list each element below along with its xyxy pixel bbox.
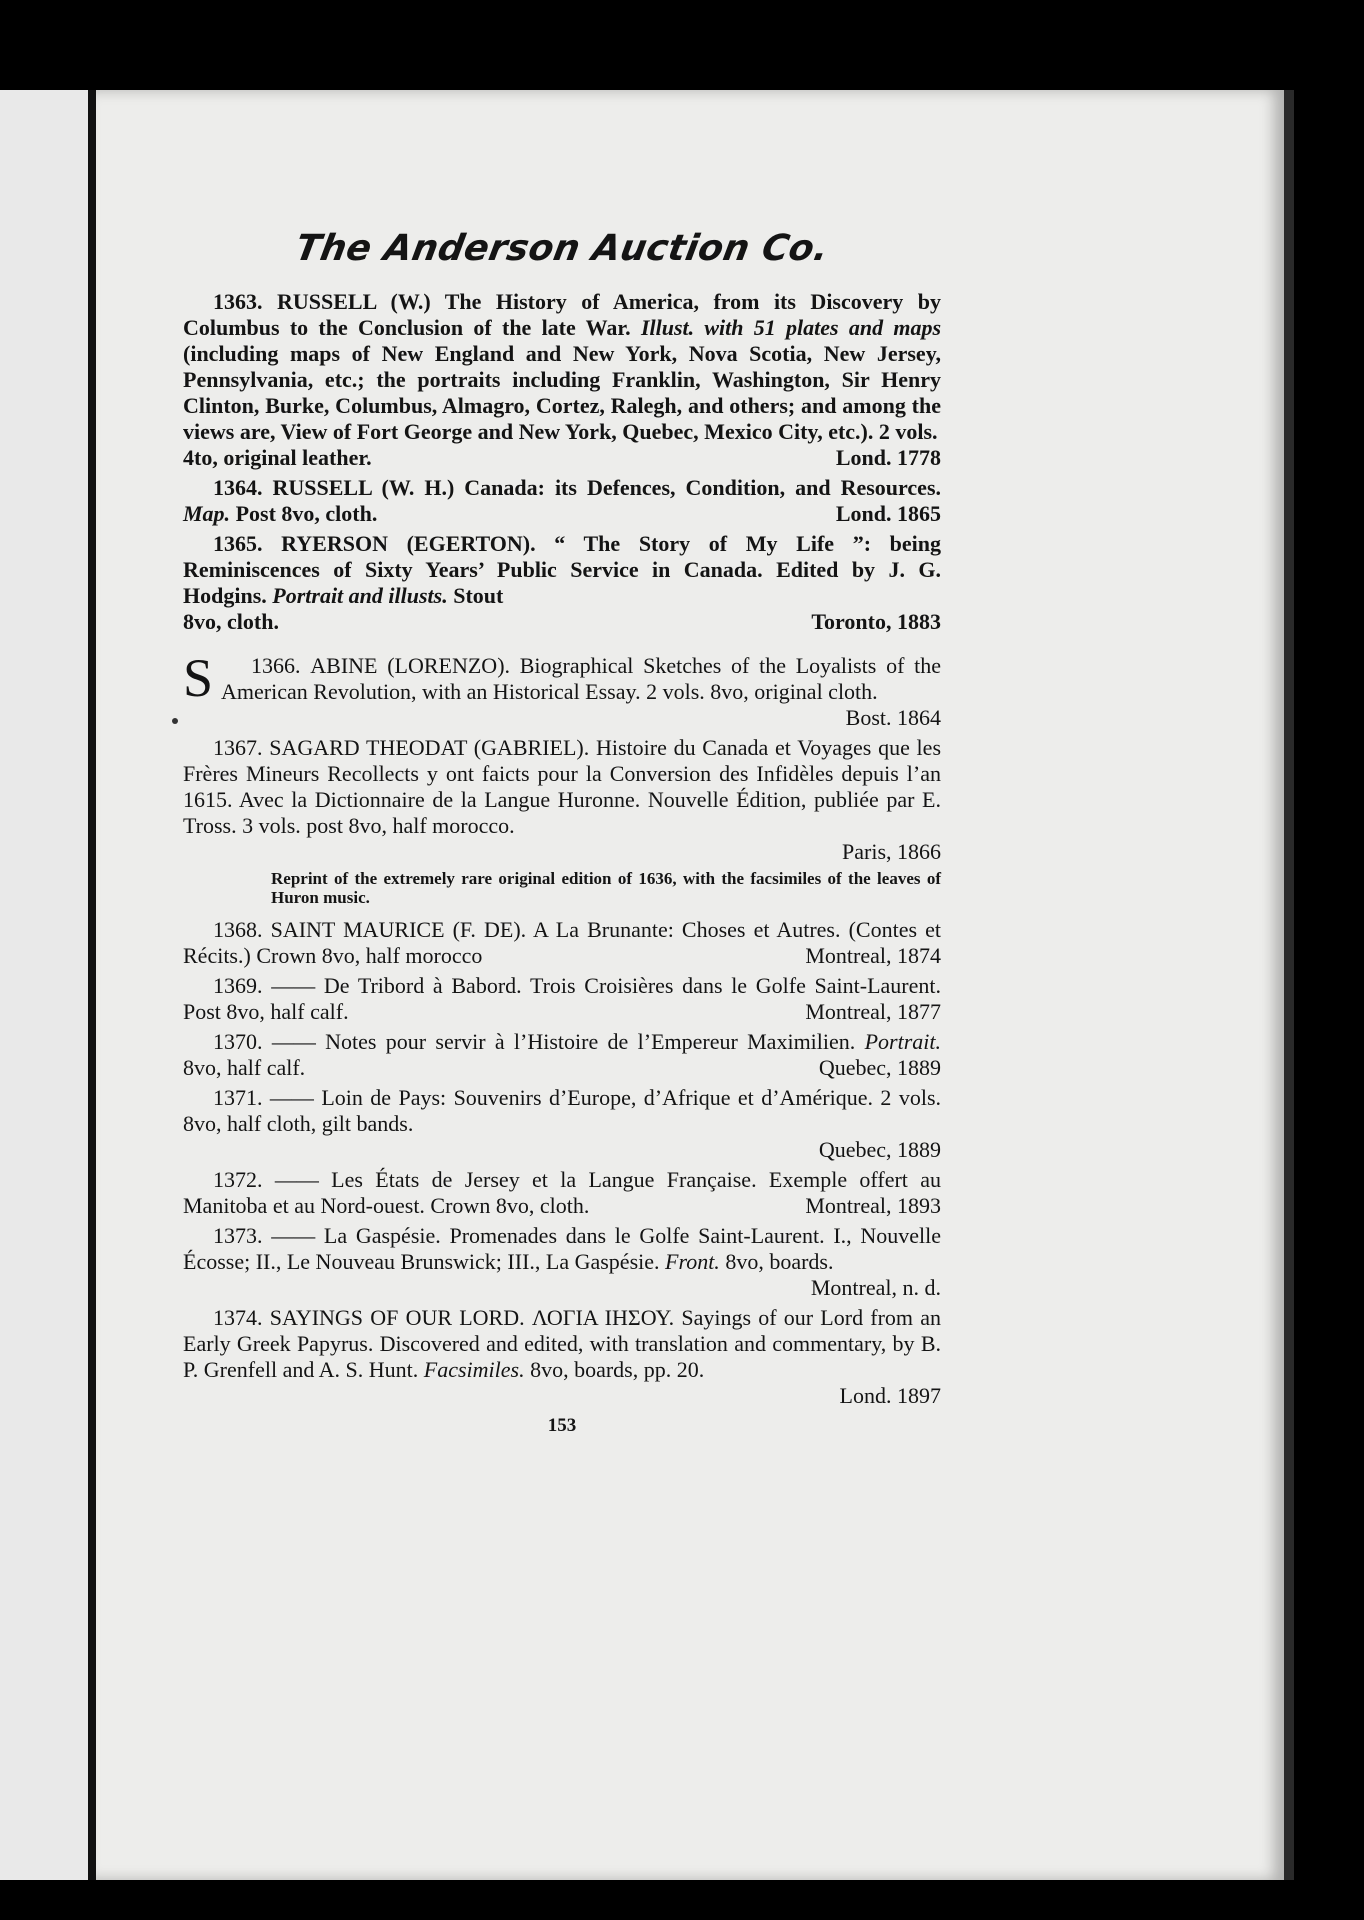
entry-text: —— Loin de Pays: Souvenirs d’Europe, d’Afrique et d’Amérique. 2 vols. 8vo, half cloth, gilt bands. bbox=[183, 1085, 942, 1136]
lot-number: 1368. bbox=[213, 917, 263, 942]
entry-italic: Portrait. bbox=[864, 1029, 942, 1054]
lot-number: 1364. bbox=[213, 475, 263, 500]
catalog-entry bbox=[183, 1223, 941, 1301]
catalog-entry bbox=[183, 289, 941, 471]
lot-number: 1370. bbox=[213, 1029, 263, 1054]
entry-text: SAINT MAURICE (F. DE). A La Brunante: Choses et Autres. (Contes et Récits.) Crown 8vo, half morocco bbox=[183, 917, 941, 968]
entry-text: ABINE (LORENZO). Biographical Sketches of the Loyalists of the American Revolution, with an Historical Essay. 2 vols. 8vo, original cloth. bbox=[221, 653, 942, 704]
entry-text: SAGARD THEODAT (GABRIEL). Histoire du Canada et Voyages que les Frères Mineurs Recollects y ont faicts pour la Conversion des Infidèles depuis l’an 1615. Avec la Dictionnaire de la Langue Huronne. Nouvelle Édition, publiée par E. Tross. 3 vols. post 8vo, half morocco. bbox=[183, 735, 942, 838]
entry-imprint: Montreal, n. d. bbox=[810, 1275, 941, 1300]
imprint-line bbox=[183, 445, 941, 471]
catalog-entry bbox=[183, 917, 941, 969]
catalog-entry bbox=[183, 1305, 941, 1409]
lot-number: 1373. bbox=[213, 1223, 263, 1248]
entry-text: —— De Tribord à Babord. Trois Croisières dans le Golfe Saint-Laurent. Post 8vo, half calf. bbox=[183, 973, 941, 1024]
entry-imprint: Quebec, 1889 bbox=[818, 1055, 941, 1080]
entry-text-rest: 8vo, half calf. bbox=[183, 1055, 306, 1080]
entry-imprint: Toronto, 1883 bbox=[811, 609, 941, 634]
entry-text-rest: 8vo, boards. bbox=[725, 1249, 834, 1274]
right-page-edge bbox=[1284, 90, 1294, 1880]
entry-text: RYERSON (EGERTON). “ The Story of My Life ”: being Reminiscences of Sixty Years’ Public Service in Canada. Edited by J. G. Hodgins. bbox=[183, 531, 942, 608]
lot-number: 1372. bbox=[213, 1167, 263, 1192]
entry-imprint: Lond. 1865 bbox=[835, 501, 941, 526]
left-page-edge bbox=[0, 90, 88, 1880]
entry-text: —— Les États de Jersey et la Langue Française. Exemple offert au Manitoba et au Nord-ouest. Crown 8vo, cloth. bbox=[183, 1167, 941, 1218]
catalog-entry bbox=[183, 475, 941, 527]
margin-mark bbox=[172, 718, 178, 724]
entry-text: SAYINGS OF OUR LORD. ΛΟΓΙΑ ΙΗΣΟΥ. Sayings of our Lord from an Early Greek Papyrus. Discovered and edited, with translation and commentary, by B. P. Grenfell and A. S. Hunt. bbox=[183, 1305, 942, 1382]
entry-text-rest: Stout bbox=[453, 583, 504, 608]
catalog-entry bbox=[183, 1167, 941, 1219]
entry-imprint: Montreal, 1874 bbox=[805, 943, 941, 968]
entry-text: —— La Gaspésie. Promenades dans le Golfe Saint-Laurent. I., Nouvelle Écosse; II., Le Nouveau Brunswick; III., La Gaspésie. bbox=[183, 1223, 941, 1274]
catalog-entry bbox=[183, 735, 941, 865]
page-content bbox=[183, 148, 941, 1437]
entry-text: RUSSELL (W.) The History of America, from its Discovery by Columbus to the Conclusion of the late War. bbox=[183, 289, 941, 340]
catalog-entry bbox=[183, 531, 941, 635]
entry-imprint: Bost. 1864 bbox=[845, 705, 941, 730]
entry-imprint: Montreal, 1893 bbox=[805, 1193, 941, 1218]
lot-number: 1367. bbox=[213, 735, 263, 760]
entry-italic: Map. bbox=[183, 501, 231, 526]
entry-text: —— Notes pour servir à l’Histoire de l’Empereur Maximilien. bbox=[271, 1029, 856, 1054]
entry-italic: Illust. with 51 plates and maps bbox=[640, 315, 942, 340]
entry-italic: Front. bbox=[665, 1249, 720, 1274]
lot-number: 1363. bbox=[213, 289, 263, 314]
lot-number: 1366. bbox=[251, 653, 301, 678]
entry-imprint: Lond. 1778 bbox=[835, 445, 941, 470]
catalog-entry bbox=[183, 973, 941, 1025]
entry-format: 4to, original leather. bbox=[183, 445, 372, 470]
entry-imprint: Paris, 1866 bbox=[842, 839, 941, 864]
entry-note: Reprint of the extremely rare original edition of 1636, with the facsimiles of the leaves of Huron music. bbox=[271, 869, 941, 907]
imprint-line bbox=[183, 609, 941, 635]
entry-text: RUSSELL (W. H.) Canada: its Defences, Condition, and Resources. bbox=[272, 475, 942, 500]
running-head: The Anderson Auction Co. bbox=[292, 228, 832, 269]
entry-italic: Portrait and illusts. bbox=[272, 583, 448, 608]
lot-number: 1374. bbox=[213, 1305, 263, 1330]
catalog-entry bbox=[183, 648, 942, 731]
entry-imprint: Lond. 1897 bbox=[839, 1383, 941, 1408]
lot-number: 1365. bbox=[213, 531, 263, 556]
entry-text-rest: (including maps of New England and New York, Nova Scotia, New Jersey, Pennsylvania, etc.; the portraits including Franklin, Washington, Sir Henry Clinton, Burke, Columbus, Almagro, Cortez, Ralegh, and others; and among the views are, View of Fort George and New York, Quebec, Mexico City, etc.). 2 vols. bbox=[183, 341, 941, 444]
drop-cap: S bbox=[183, 648, 214, 708]
page-number: 153 bbox=[547, 1415, 577, 1436]
catalog-entry bbox=[183, 1029, 941, 1081]
lot-number: 1371. bbox=[213, 1085, 263, 1110]
entry-text-rest: 8vo, boards, pp. 20. bbox=[530, 1357, 705, 1382]
catalog-entry bbox=[183, 1085, 941, 1163]
spacer bbox=[183, 639, 941, 653]
entry-imprint: Quebec, 1889 bbox=[818, 1137, 941, 1162]
entry-text-rest: Post 8vo, cloth. bbox=[235, 501, 378, 526]
binding-gutter bbox=[88, 90, 96, 1880]
entry-imprint: Montreal, 1877 bbox=[805, 999, 941, 1024]
entry-italic: Facsimiles. bbox=[423, 1357, 525, 1382]
lot-number: 1369. bbox=[213, 973, 263, 998]
entry-format: 8vo, cloth. bbox=[183, 609, 279, 634]
